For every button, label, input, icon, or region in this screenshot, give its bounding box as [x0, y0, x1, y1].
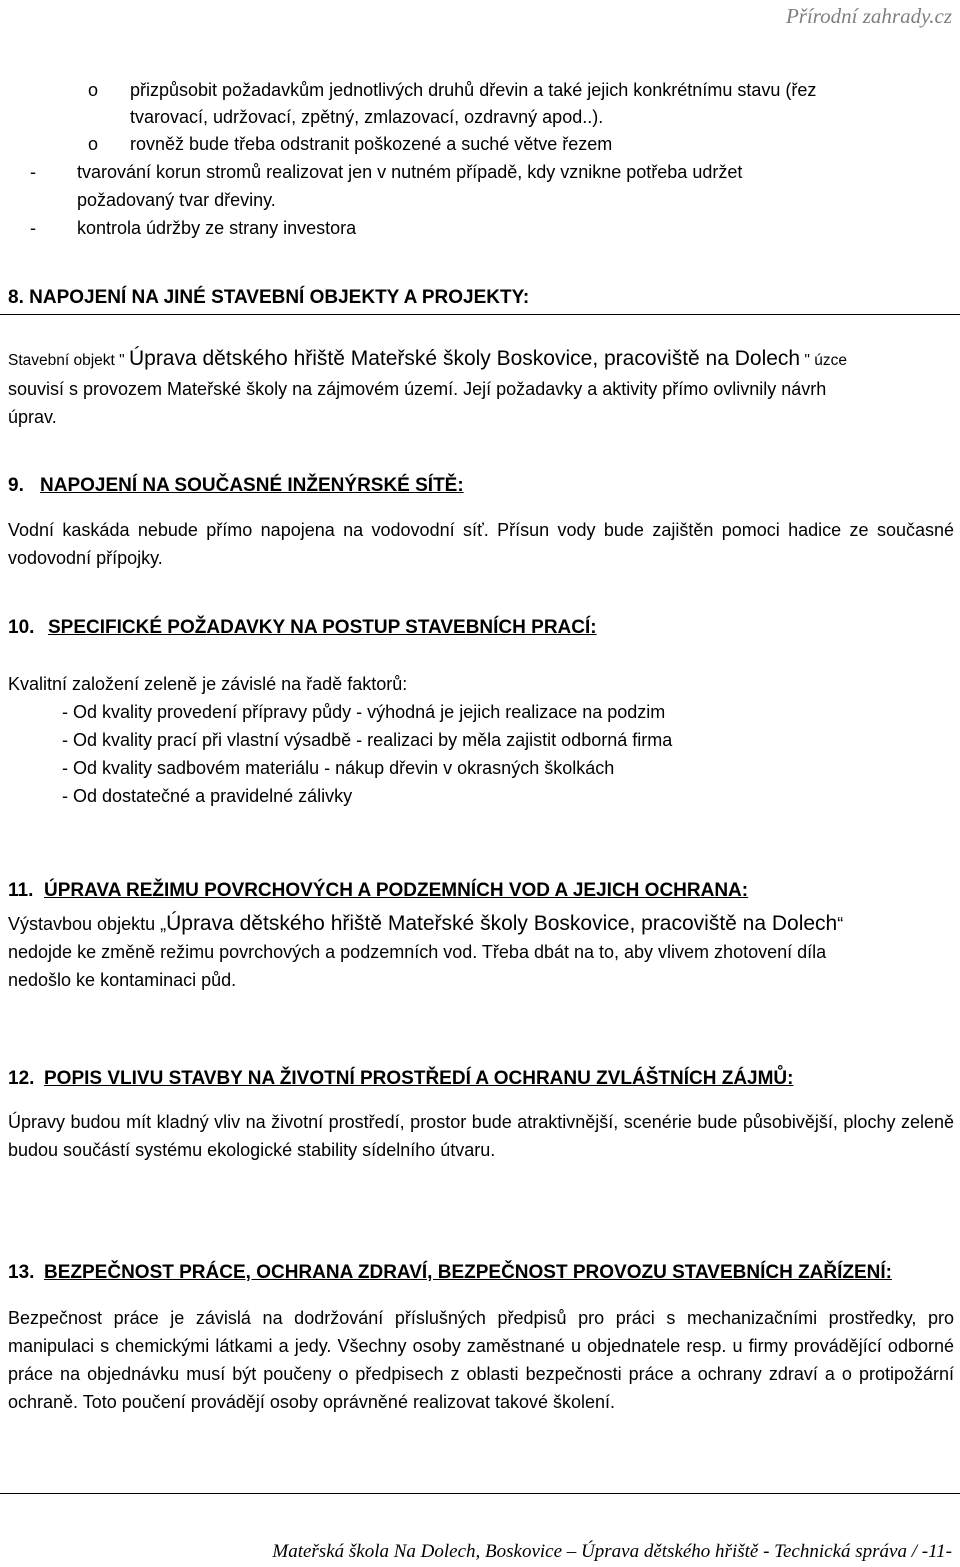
paragraph-line: úprav. — [8, 407, 57, 427]
section-heading-8 — [8, 286, 529, 310]
list-item: - Od kvality prací při vlastní výsadbě - realizaci by měla zajistit odborná firma — [62, 730, 673, 750]
section-12-paragraph: Úpravy budou mít kladný vliv na životní prostředí, prostor bude atraktivnější, scenérie bude působivější, plochy zeleně budou součástí systému ekologické stability sídelního útvaru. — [8, 1112, 954, 1160]
paragraph-text: " úzce — [800, 352, 847, 369]
section-13-paragraph: Bezpečnost práce je závislá na dodržování příslušných předpisů pro práci s mechanizačními prostředky, pro manipulaci s chemickými látkami a jedy. Všechny osoby zaměstnané u objednatele resp. u firmy provádějící odborné práce na objednávku musí být poučeny o předpisech z oblasti bezpečnosti práce a ochrany zdraví a o protipožární ochraně. Toto poučení provádějí osoby oprávněné realizovat takové školení. — [8, 1308, 954, 1412]
list-item: - Od kvality provedení přípravy půdy - výhodná je jejich realizace na podzim — [62, 702, 666, 722]
section-title: NAPOJENÍ NA JINÉ STAVEBNÍ OBJEKTY A PROJEKTY: — [29, 287, 530, 308]
list-item-text: požadovaný tvar dřeviny. — [77, 190, 276, 210]
dash-marker: - — [30, 162, 36, 182]
bullet-marker: o — [88, 80, 99, 100]
section-title: ÚPRAVA REŽIMU POVRCHOVÝCH A PODZEMNÍCH VOD A JEJICH OCHRANA: — [44, 880, 749, 901]
section-heading-12 — [8, 1067, 793, 1091]
section-number: 9. — [8, 475, 24, 496]
project-name: Úprava dětského hřiště Mateřské školy Boskovice, pracoviště na Dolech — [128, 347, 801, 370]
list-item-text: tvarování korun stromů realizovat jen v nutném případě, kdy vznikne potřeba udržet — [77, 162, 743, 182]
site-header-title: Přírodní zahrady.cz — [785, 4, 952, 28]
section-9-paragraph: Vodní kaskáda nebude přímo napojena na vodovodní síť. Přísun vody bude zajištěn pomoci hadice ze současné vodovodní přípojky. — [8, 520, 954, 568]
list-item-text: kontrola údržby ze strany investora — [77, 218, 357, 238]
section-number: 13. — [8, 1262, 35, 1283]
list-item: - Od dostatečné a pravidelné zálivky — [62, 786, 353, 806]
section-11-paragraph — [8, 910, 954, 994]
list-item-text: tvarovací, udržovací, zpětný, zmlazovací, ozdravný apod..). — [130, 107, 604, 127]
paragraph-line: nedojde ke změně režimu povrchových a podzemních vod. Třeba dbát na to, aby vlivem zhotovení díla — [8, 942, 827, 962]
section-title: POPIS VLIVU STAVBY NA ŽIVOTNÍ PROSTŘEDÍ A OCHRANU ZVLÁŠTNÍCH ZÁJMŮ: — [44, 1068, 794, 1089]
footer-rule — [0, 1493, 960, 1494]
dash-marker: - — [30, 218, 36, 238]
section-title: BEZPEČNOST PRÁCE, OCHRANA ZDRAVÍ, BEZPEČNOST PROVOZU STAVEBNÍCH ZAŘÍZENÍ: — [44, 1262, 892, 1283]
section-10-intro: Kvalitní založení zeleně je závislé na řadě faktorů: — [8, 674, 408, 694]
list-item-text: rovněž bude třeba odstranit poškozené a suché větve řezem — [130, 134, 613, 154]
paragraph-text: Stavební objekt " — [8, 352, 129, 369]
section-number: 11. — [8, 880, 34, 901]
list-item: - Od kvality sadbovém materiálu - nákup dřevin v okrasných školkách — [62, 758, 615, 778]
section-heading-13 — [8, 1261, 892, 1285]
section-number: 12. — [8, 1068, 35, 1089]
page-footer: Mateřská škola Na Dolech, Boskovice – Úprava dětského hřiště - Technická správa / -11- — [272, 1541, 952, 1562]
section-heading-10 — [8, 616, 597, 640]
section-heading-9 — [8, 474, 464, 498]
section-title: SPECIFICKÉ POŽADAVKY NA POSTUP STAVEBNÍCH PRACÍ: — [48, 617, 597, 638]
section-number: 10. — [8, 617, 35, 638]
section-rule — [0, 314, 960, 315]
paragraph-line: nedošlo ke kontaminaci půd. — [8, 970, 237, 990]
bullet-marker: o — [88, 134, 99, 154]
project-name: Úprava dětského hřiště Mateřské školy Boskovice, pracoviště na Dolech — [166, 912, 838, 935]
paragraph-text: “ — [837, 914, 844, 934]
paragraph-line: souvisí s provozem Mateřské školy na zájmovém území. Její požadavky a aktivity přímo ovlivnily návrh — [8, 379, 827, 399]
section-heading-11 — [8, 879, 748, 903]
section-8-paragraph — [8, 345, 954, 431]
paragraph-text: Výstavbou objektu „ — [8, 914, 167, 934]
section-number: 8. — [8, 287, 24, 308]
list-item-text: přizpůsobit požadavkům jednotlivých druhů dřevin a také jejich konkrétnímu stavu (řez — [130, 80, 817, 100]
section-title: NAPOJENÍ NA SOUČASNÉ INŽENÝRSKÉ SÍTĚ: — [40, 475, 464, 496]
